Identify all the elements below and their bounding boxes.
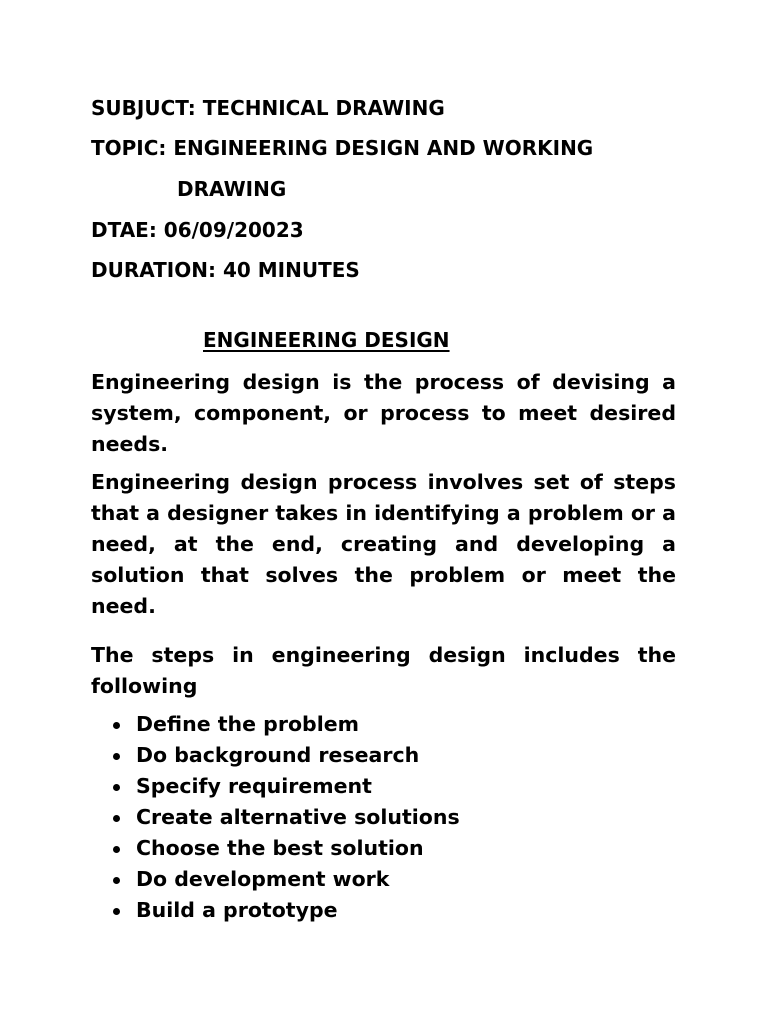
- bullet-icon: [113, 877, 120, 884]
- step-text: Do background research: [136, 743, 420, 767]
- topic-line-continued: DRAWING: [177, 177, 287, 201]
- subject-line: SUBJUCT: TECHNICAL DRAWING: [91, 96, 445, 120]
- step-text: Do development work: [136, 867, 390, 891]
- bullet-icon: [113, 722, 120, 729]
- list-item: [91, 895, 460, 926]
- steps-intro-paragraph: The steps in engineering design includes the following: [91, 643, 676, 698]
- topic-line: TOPIC: ENGINEERING DESIGN AND WORKING: [91, 136, 594, 160]
- process-paragraph: Engineering design process involves set of steps that a designer takes in identifying a problem or a need, at the end, creating and developing a solution that solves the problem or meet the need.: [91, 470, 676, 618]
- duration-line: DURATION: 40 MINUTES: [91, 258, 360, 282]
- list-item: [91, 833, 460, 864]
- bullet-icon: [113, 815, 120, 822]
- bullet-icon: [113, 753, 120, 760]
- bullet-icon: [113, 908, 120, 915]
- bullet-icon: [113, 784, 120, 791]
- step-text: Define the problem: [136, 712, 360, 736]
- step-text: Choose the best solution: [136, 836, 424, 860]
- definition-paragraph: Engineering design is the process of devising a system, component, or process to meet desired needs.: [91, 370, 676, 456]
- section-heading: ENGINEERING DESIGN: [203, 328, 450, 352]
- step-text: Build a prototype: [136, 898, 338, 922]
- step-text: Specify requirement: [136, 774, 372, 798]
- list-item: [91, 864, 460, 895]
- step-text: Create alternative solutions: [136, 805, 460, 829]
- list-item: [91, 771, 460, 802]
- date-line: DTAE: 06/09/20023: [91, 218, 304, 242]
- list-item: [91, 709, 460, 740]
- bullet-icon: [113, 846, 120, 853]
- steps-list: [91, 709, 460, 926]
- list-item: [91, 802, 460, 833]
- list-item: [91, 740, 460, 771]
